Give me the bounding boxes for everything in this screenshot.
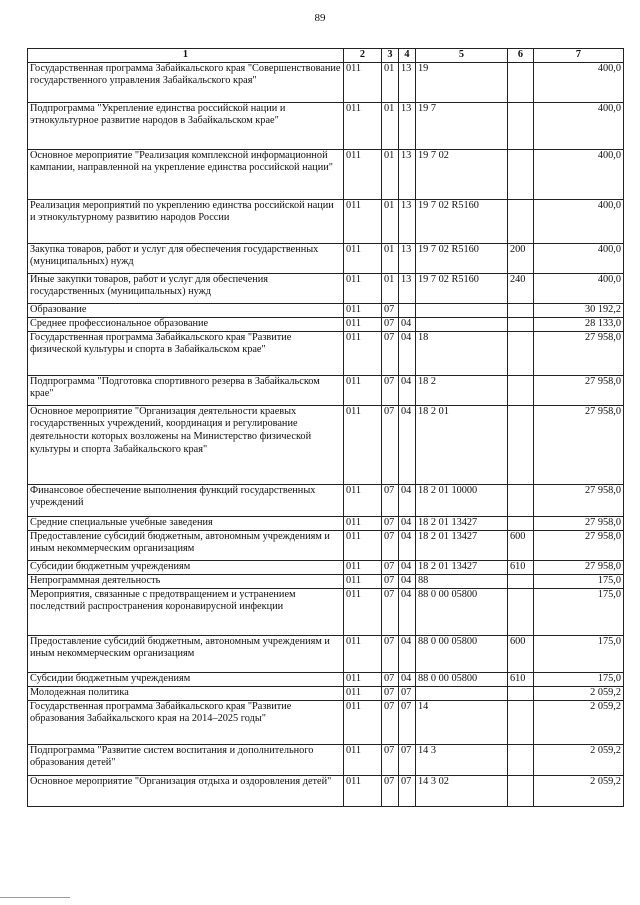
table-row <box>28 672 624 686</box>
row-admin-code: 011 <box>344 686 382 700</box>
row-amount: 28 133,0 <box>534 317 624 331</box>
column-header-5: 5 <box>416 49 508 63</box>
row-section: 01 <box>382 102 399 149</box>
row-name: Предоставление субсидий бюджетным, автономным учреждениям и иным некоммерческим организациям <box>28 530 344 560</box>
row-target-article: 88 0 00 05800 <box>416 635 508 672</box>
row-section: 07 <box>382 686 399 700</box>
row-amount: 2 059,2 <box>534 775 624 806</box>
row-amount: 27 958,0 <box>534 484 624 516</box>
row-section: 07 <box>382 331 399 375</box>
row-admin-code: 011 <box>344 588 382 635</box>
scan-artifact-line <box>0 897 70 898</box>
row-expense-type <box>508 303 534 317</box>
row-target-article: 14 <box>416 700 508 744</box>
row-expense-type <box>508 102 534 149</box>
row-section: 01 <box>382 243 399 273</box>
row-name: Молодежная политика <box>28 686 344 700</box>
row-target-article: 18 2 01 13427 <box>416 560 508 574</box>
row-subsection: 04 <box>399 516 416 530</box>
row-admin-code: 011 <box>344 484 382 516</box>
table-row <box>28 588 624 635</box>
row-target-article: 19 <box>416 62 508 102</box>
column-header-1: 1 <box>28 49 344 63</box>
row-expense-type: 240 <box>508 273 534 303</box>
row-section: 07 <box>382 317 399 331</box>
row-amount: 400,0 <box>534 62 624 102</box>
row-name: Государственная программа Забайкальского края "Совершенствование государственного управления Забайкальского края" <box>28 62 344 102</box>
row-admin-code: 011 <box>344 516 382 530</box>
row-expense-type <box>508 588 534 635</box>
row-subsection: 04 <box>399 484 416 516</box>
row-subsection: 04 <box>399 317 416 331</box>
table-row <box>28 243 624 273</box>
row-name: Субсидии бюджетным учреждениям <box>28 560 344 574</box>
row-subsection: 13 <box>399 62 416 102</box>
row-expense-type: 600 <box>508 530 534 560</box>
row-target-article: 18 2 01 13427 <box>416 530 508 560</box>
row-target-article: 88 <box>416 574 508 588</box>
row-expense-type <box>508 199 534 243</box>
row-admin-code: 011 <box>344 273 382 303</box>
row-section: 07 <box>382 484 399 516</box>
row-subsection: 04 <box>399 560 416 574</box>
row-admin-code: 011 <box>344 303 382 317</box>
row-name: Основное мероприятие "Организация отдыха и оздоровления детей" <box>28 775 344 806</box>
row-admin-code: 011 <box>344 574 382 588</box>
row-name: Мероприятия, связанные с предотвращением и устранением последствий распространения коронавирусной инфекции <box>28 588 344 635</box>
row-name: Средние специальные учебные заведения <box>28 516 344 530</box>
row-name: Финансовое обеспечение выполнения функций государственных учреждений <box>28 484 344 516</box>
table-row <box>28 102 624 149</box>
row-name: Подпрограмма "Подготовка спортивного резерва в Забайкальском крае" <box>28 375 344 405</box>
row-subsection: 04 <box>399 635 416 672</box>
row-subsection: 04 <box>399 574 416 588</box>
row-admin-code: 011 <box>344 530 382 560</box>
row-subsection: 04 <box>399 672 416 686</box>
row-target-article <box>416 317 508 331</box>
row-subsection <box>399 303 416 317</box>
row-target-article: 19 7 02 R5160 <box>416 199 508 243</box>
row-amount: 400,0 <box>534 149 624 199</box>
row-amount: 27 958,0 <box>534 560 624 574</box>
row-amount: 400,0 <box>534 243 624 273</box>
row-name: Непрограммная деятельность <box>28 574 344 588</box>
table-row <box>28 635 624 672</box>
row-amount: 175,0 <box>534 588 624 635</box>
row-subsection: 07 <box>399 775 416 806</box>
row-amount: 27 958,0 <box>534 375 624 405</box>
row-expense-type <box>508 405 534 484</box>
row-target-article: 18 2 01 <box>416 405 508 484</box>
row-expense-type: 600 <box>508 635 534 672</box>
row-section: 01 <box>382 199 399 243</box>
row-expense-type <box>508 516 534 530</box>
table-row <box>28 405 624 484</box>
column-header-4: 4 <box>399 49 416 63</box>
row-target-article <box>416 303 508 317</box>
row-amount: 175,0 <box>534 574 624 588</box>
row-name: Предоставление субсидий бюджетным, автономным учреждениям и иным некоммерческим организациям <box>28 635 344 672</box>
row-amount: 27 958,0 <box>534 530 624 560</box>
row-name: Основное мероприятие "Организация деятельности краевых государственных учреждений, координация и регулирование деятельности которых возложены на Министерство физической культуры и спорта Забайкальского края" <box>28 405 344 484</box>
row-section: 07 <box>382 303 399 317</box>
row-expense-type: 610 <box>508 560 534 574</box>
row-expense-type <box>508 686 534 700</box>
row-name: Государственная программа Забайкальского края "Развитие образования Забайкальского края на 2014–2025 годы" <box>28 700 344 744</box>
column-header-7: 7 <box>534 49 624 63</box>
row-target-article: 14 3 02 <box>416 775 508 806</box>
row-amount: 175,0 <box>534 672 624 686</box>
row-subsection: 07 <box>399 700 416 744</box>
table-row <box>28 62 624 102</box>
row-admin-code: 011 <box>344 102 382 149</box>
row-expense-type <box>508 62 534 102</box>
row-target-article: 18 2 <box>416 375 508 405</box>
row-admin-code: 011 <box>344 149 382 199</box>
row-section: 07 <box>382 375 399 405</box>
row-section: 01 <box>382 62 399 102</box>
table-row <box>28 700 624 744</box>
column-header-3: 3 <box>382 49 399 63</box>
row-section: 07 <box>382 672 399 686</box>
row-expense-type <box>508 317 534 331</box>
row-subsection: 13 <box>399 199 416 243</box>
row-expense-type <box>508 574 534 588</box>
row-admin-code: 011 <box>344 62 382 102</box>
row-amount: 400,0 <box>534 273 624 303</box>
row-admin-code: 011 <box>344 775 382 806</box>
table-row <box>28 199 624 243</box>
row-expense-type: 610 <box>508 672 534 686</box>
row-target-article: 14 3 <box>416 744 508 775</box>
row-subsection: 04 <box>399 405 416 484</box>
table-row <box>28 560 624 574</box>
row-section: 07 <box>382 744 399 775</box>
row-name: Закупка товаров, работ и услуг для обеспечения государственных (муниципальных) нужд <box>28 243 344 273</box>
row-section: 07 <box>382 574 399 588</box>
row-subsection: 04 <box>399 331 416 375</box>
budget-table <box>27 48 624 807</box>
table-row <box>28 484 624 516</box>
row-amount: 27 958,0 <box>534 516 624 530</box>
row-expense-type <box>508 149 534 199</box>
row-name: Подпрограмма "Развитие систем воспитания и дополнительного образования детей" <box>28 744 344 775</box>
row-section: 07 <box>382 405 399 484</box>
row-admin-code: 011 <box>344 405 382 484</box>
row-subsection: 13 <box>399 102 416 149</box>
row-subsection: 07 <box>399 744 416 775</box>
row-admin-code: 011 <box>344 672 382 686</box>
row-section: 07 <box>382 635 399 672</box>
row-admin-code: 011 <box>344 243 382 273</box>
row-target-article: 88 0 00 05800 <box>416 672 508 686</box>
table-row <box>28 303 624 317</box>
row-target-article: 18 <box>416 331 508 375</box>
row-amount: 27 958,0 <box>534 405 624 484</box>
row-amount: 27 958,0 <box>534 331 624 375</box>
row-expense-type <box>508 331 534 375</box>
row-subsection: 04 <box>399 588 416 635</box>
row-name: Реализация мероприятий по укреплению единства российской нации и этнокультурному развитию народов России <box>28 199 344 243</box>
row-section: 07 <box>382 530 399 560</box>
table-body <box>28 62 624 806</box>
row-amount: 400,0 <box>534 102 624 149</box>
row-admin-code: 011 <box>344 744 382 775</box>
row-admin-code: 011 <box>344 375 382 405</box>
row-expense-type <box>508 700 534 744</box>
row-name: Государственная программа Забайкальского края "Развитие физической культуры и спорта в Забайкальском крае" <box>28 331 344 375</box>
row-subsection: 04 <box>399 375 416 405</box>
table-row <box>28 530 624 560</box>
row-section: 07 <box>382 560 399 574</box>
row-name: Среднее профессиональное образование <box>28 317 344 331</box>
row-target-article: 19 7 <box>416 102 508 149</box>
row-admin-code: 011 <box>344 700 382 744</box>
row-amount: 2 059,2 <box>534 700 624 744</box>
table-header-row <box>28 49 624 63</box>
table-row <box>28 516 624 530</box>
row-section: 01 <box>382 149 399 199</box>
row-admin-code: 011 <box>344 560 382 574</box>
column-header-6: 6 <box>508 49 534 63</box>
row-section: 07 <box>382 588 399 635</box>
row-amount: 2 059,2 <box>534 686 624 700</box>
row-admin-code: 011 <box>344 635 382 672</box>
page-number: 89 <box>314 12 326 24</box>
row-subsection: 13 <box>399 149 416 199</box>
row-target-article: 18 2 01 13427 <box>416 516 508 530</box>
row-amount: 400,0 <box>534 199 624 243</box>
row-target-article: 19 7 02 R5160 <box>416 243 508 273</box>
row-target-article <box>416 686 508 700</box>
row-name: Субсидии бюджетным учреждениям <box>28 672 344 686</box>
row-name: Подпрограмма "Укрепление единства российской нации и этнокультурное развитие народов в Забайкальском крае" <box>28 102 344 149</box>
row-section: 07 <box>382 775 399 806</box>
row-amount: 175,0 <box>534 635 624 672</box>
row-admin-code: 011 <box>344 331 382 375</box>
table-row <box>28 149 624 199</box>
table-row <box>28 686 624 700</box>
row-expense-type <box>508 744 534 775</box>
table-row <box>28 317 624 331</box>
table-row <box>28 775 624 806</box>
row-name: Иные закупки товаров, работ и услуг для обеспечения государственных (муниципальных) нужд <box>28 273 344 303</box>
row-name: Основное мероприятие "Реализация комплексной информационной кампании, направленной на укрепление единства российской нации" <box>28 149 344 199</box>
column-header-2: 2 <box>344 49 382 63</box>
table-row <box>28 574 624 588</box>
row-target-article: 19 7 02 <box>416 149 508 199</box>
table-row <box>28 331 624 375</box>
row-expense-type <box>508 484 534 516</box>
row-amount: 30 192,2 <box>534 303 624 317</box>
row-target-article: 18 2 01 10000 <box>416 484 508 516</box>
row-expense-type: 200 <box>508 243 534 273</box>
row-section: 01 <box>382 273 399 303</box>
row-name: Образование <box>28 303 344 317</box>
table-row <box>28 744 624 775</box>
row-subsection: 13 <box>399 273 416 303</box>
table-row <box>28 375 624 405</box>
table-row <box>28 273 624 303</box>
row-subsection: 04 <box>399 530 416 560</box>
row-section: 07 <box>382 700 399 744</box>
row-subsection: 07 <box>399 686 416 700</box>
row-expense-type <box>508 775 534 806</box>
row-target-article: 88 0 00 05800 <box>416 588 508 635</box>
row-admin-code: 011 <box>344 317 382 331</box>
row-amount: 2 059,2 <box>534 744 624 775</box>
row-expense-type <box>508 375 534 405</box>
row-subsection: 13 <box>399 243 416 273</box>
row-admin-code: 011 <box>344 199 382 243</box>
row-section: 07 <box>382 516 399 530</box>
row-target-article: 19 7 02 R5160 <box>416 273 508 303</box>
